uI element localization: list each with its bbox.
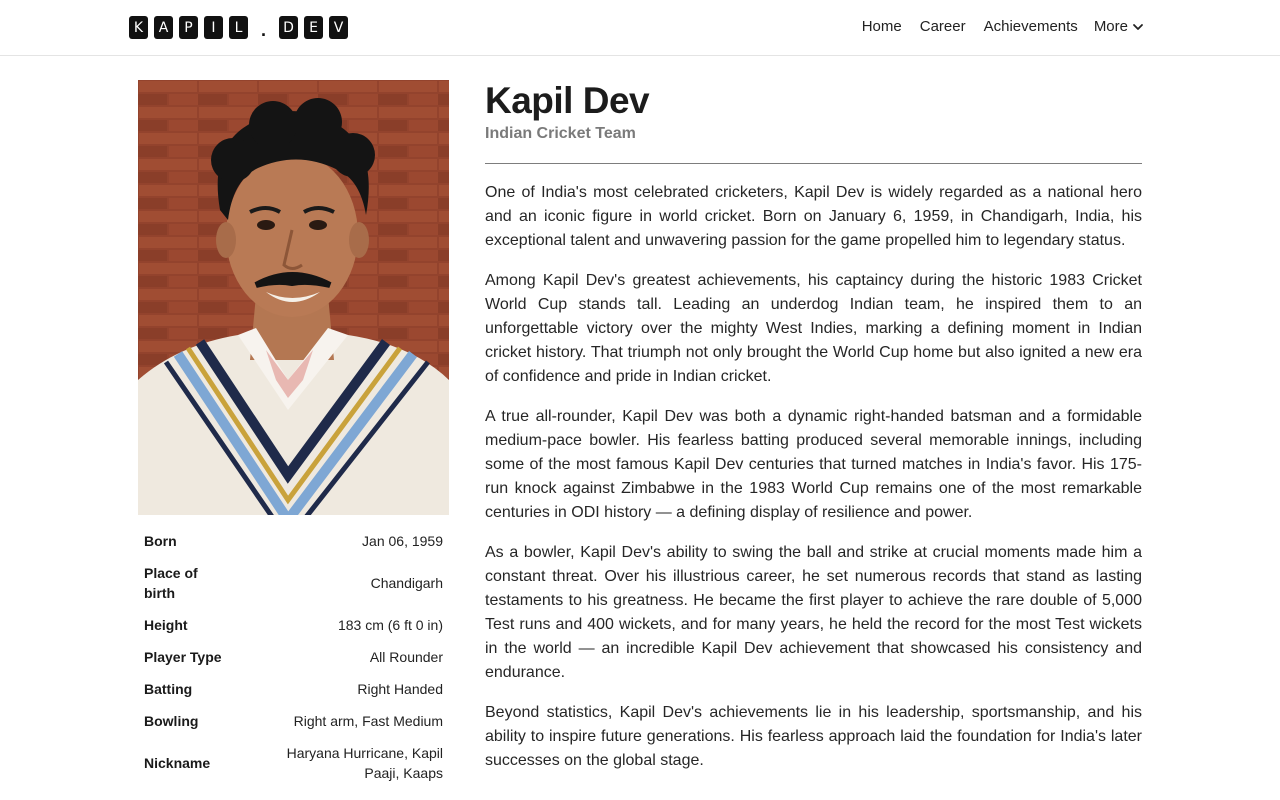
chevron-down-icon [1132, 21, 1144, 33]
logo-letter: E [304, 16, 323, 39]
info-label: Batting [144, 681, 193, 697]
info-row-place-of-birth [138, 557, 449, 609]
logo-letter: D [279, 16, 298, 39]
player-portrait-image [138, 80, 449, 515]
player-info-table [138, 525, 449, 789]
logo-dot: . [260, 20, 266, 40]
page-title: Kapil Dev [485, 80, 650, 121]
info-label: Place of birth [144, 565, 198, 601]
nav-more-label: More [1093, 18, 1128, 35]
logo-letter: L [229, 16, 248, 39]
info-label: Height [144, 617, 188, 633]
info-label: Bowling [144, 713, 199, 729]
site-logo[interactable] [129, 16, 348, 39]
logo-letter: I [204, 16, 223, 39]
info-label: Player Type [144, 649, 222, 665]
bio-paragraph: As a bowler, Kapil Dev's ability to swing the ball and strike at crucial moments made him a constant threat. Over his illustrious career, he set numerous records that stand as lasting testaments to his greatness. He became the first player to achieve the rare double of 5,000 Test runs and 400 wickets, and for many years, he held the record for the most Test wickets in the world — an incredible Kapil Dev achievement that showcased his consistency and endurance. [485, 544, 1142, 681]
bio-paragraph: Beyond statistics, Kapil Dev's achievements lie in his leadership, sportsmanship, and his ability to inspire future generations. His fearless approach laid the foundation for India's later successes on the global stage. [485, 704, 1142, 769]
info-value: 183 cm (6 ft 0 in) [337, 617, 443, 633]
logo-letter: A [154, 16, 173, 39]
player-bio [485, 80, 1142, 773]
nav-achievements[interactable]: Achievements [983, 18, 1078, 35]
info-value: Right arm, Fast Medium [293, 713, 443, 729]
info-value: Haryana Hurricane, Kapil Paaji, Kaaps [286, 745, 443, 781]
info-row-batting [138, 673, 449, 705]
main-nav [862, 18, 1144, 35]
bio-paragraph: A true all-rounder, Kapil Dev was both a dynamic right-handed batsman and a formidable medium-pace bowler. His fearless batting produced several memorable innings, including some of the most famous Kapil Dev centuries that turned matches in India's favor. His 175-run knock against Zimbabwe in the 1983 World Cup remains one of the most remarkable centuries in ODI history — a defining display of resilience and power. [485, 408, 1142, 521]
player-photo [138, 80, 449, 515]
nav-home[interactable]: Home [861, 18, 902, 35]
nav-career[interactable]: Career [919, 18, 966, 35]
info-row-nickname [138, 737, 449, 789]
logo-letter: P [179, 16, 198, 39]
info-label: Nickname [144, 755, 211, 771]
bio-paragraph: One of India's most celebrated cricketers, Kapil Dev is widely regarded as a national hero and an iconic figure in world cricket. Born on January 6, 1959, in Chandigarh, India, his exceptional talent and unwavering passion for the game propelled him to legendary status. [485, 184, 1142, 249]
info-value: All Rounder [369, 649, 443, 665]
info-row-born [138, 525, 449, 557]
info-label: Born [144, 533, 177, 549]
logo-letter: V [329, 16, 348, 39]
nav-more-dropdown[interactable] [1094, 18, 1144, 35]
site-header [0, 0, 1280, 56]
logo-letter: K [129, 16, 148, 39]
info-row-player-type [138, 641, 449, 673]
team-subtitle: Indian Cricket Team [485, 125, 636, 142]
info-value: Chandigarh [370, 575, 443, 591]
divider [485, 163, 1142, 164]
info-value: Jan 06, 1959 [362, 533, 443, 549]
info-row-height [138, 609, 449, 641]
bio-paragraph: Among Kapil Dev's greatest achievements, his captaincy during the historic 1983 Cricket World Cup stands tall. Leading an underdog Indian team, he inspired them to an unforgettable victory over the mighty West Indies, marking a defining moment in Indian cricket history. That triumph not only brought the World Cup home but also ignited a new era of confidence and pride in Indian cricket. [485, 272, 1142, 385]
info-value: Right Handed [357, 681, 443, 697]
info-row-bowling [138, 705, 449, 737]
